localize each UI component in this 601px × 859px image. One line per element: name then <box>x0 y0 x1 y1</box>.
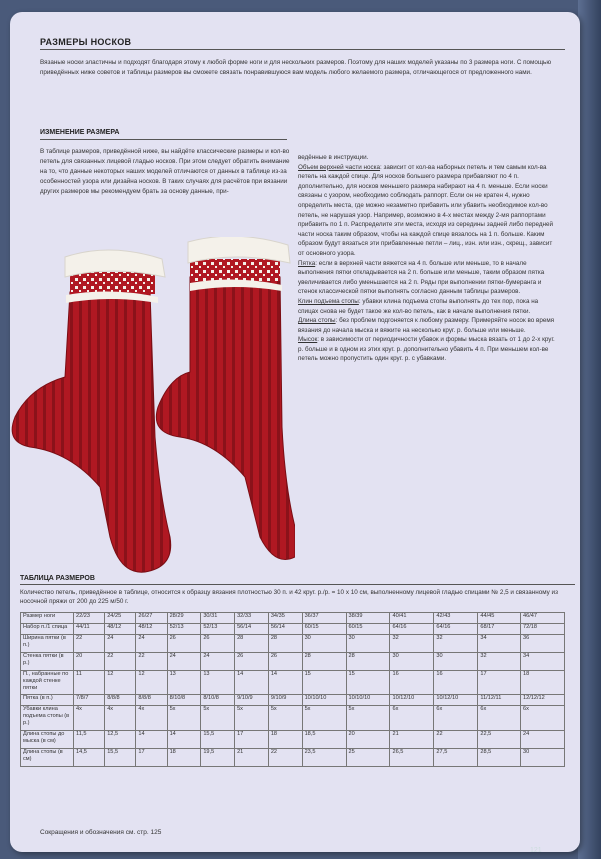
table-cell: 13 <box>201 671 235 695</box>
table-cell: 8/8/8 <box>105 695 136 706</box>
instruction-text: : без проблем подгоняется к любому размеру. Примеряйте носок во время вязания до начала мыска и вяжите на несколько круг. р. больше или меньше. <box>298 317 555 334</box>
size-table-note: Количество петель, приведённое в таблице, относится к образцу вязания плотностью 30 п. и 42 круг. р./р. = 10 х 10 см, выполненному лицевой гладью спицами № 2,5 и связанному из носочной пряжи от 200 до 225 м/50 г. <box>20 589 558 605</box>
table-cell: 8/8/8 <box>136 695 167 706</box>
table-cell: 15 <box>302 671 346 695</box>
table-cell: 22,5 <box>478 731 521 749</box>
table-cell: 14,5 <box>74 749 105 767</box>
table-cell: 36 <box>520 635 564 653</box>
page-title: РАЗМЕРЫ НОСКОВ <box>40 37 132 47</box>
table-cell: 22 <box>268 749 302 767</box>
table-cell: 22 <box>136 653 167 671</box>
table-cell: 7/8/7 <box>74 695 105 706</box>
table-row <box>21 706 565 731</box>
table-cell: 22/23 <box>74 613 105 624</box>
table-cell: 23,5 <box>302 749 346 767</box>
table-cell: 64/16 <box>434 624 478 635</box>
table-cell: 8/10/8 <box>201 695 235 706</box>
table-cell: 4х <box>105 706 136 731</box>
instruction-paragraph <box>298 297 560 316</box>
table-cell: 15 <box>346 671 390 695</box>
table-row <box>21 624 565 635</box>
table-cell: 4х <box>74 706 105 731</box>
table-cell: 5х <box>235 706 269 731</box>
table-cell: 24 <box>105 635 136 653</box>
table-cell: 64/16 <box>390 624 434 635</box>
table-cell: 34 <box>478 635 521 653</box>
magazine-page <box>10 12 580 852</box>
table-cell: 56/14 <box>268 624 302 635</box>
table-cell: 32 <box>478 653 521 671</box>
table-cell: 11/12/11 <box>478 695 521 706</box>
table-cell: 17 <box>136 749 167 767</box>
table-cell: 26 <box>235 653 269 671</box>
table-cell: 48/12 <box>105 624 136 635</box>
table-cell: 10/12/10 <box>390 695 434 706</box>
table-cell: 68/17 <box>478 624 521 635</box>
row-label: Набор п./1 спица <box>21 624 74 635</box>
table-cell: 44/45 <box>478 613 521 624</box>
table-row <box>21 671 565 695</box>
table-cell: 24 <box>520 731 564 749</box>
row-label: Убавки клина подъема стопы (в р.) <box>21 706 74 731</box>
instructions-column <box>298 153 560 364</box>
row-label: Пятка (в п.) <box>21 695 74 706</box>
table-cell: 34/35 <box>268 613 302 624</box>
table-cell: 6х <box>520 706 564 731</box>
table-cell: 11 <box>74 671 105 695</box>
table-cell: 20 <box>74 653 105 671</box>
table-cell: 16 <box>434 671 478 695</box>
table-cell: 46/47 <box>520 613 564 624</box>
change-size-divider <box>40 139 287 140</box>
table-cell: 6х <box>390 706 434 731</box>
row-label: Длина стопы до мыска (в см) <box>21 731 74 749</box>
instruction-term: Пятка <box>298 259 316 267</box>
table-cell: 10/12/10 <box>434 695 478 706</box>
table-cell: 12/12/12 <box>520 695 564 706</box>
size-table-divider <box>20 584 575 585</box>
table-cell: 60/15 <box>346 624 390 635</box>
table-cell: 30/31 <box>201 613 235 624</box>
table-cell: 24 <box>167 653 201 671</box>
table-cell: 34 <box>520 653 564 671</box>
table-cell: 42/43 <box>434 613 478 624</box>
table-cell: 21 <box>235 749 269 767</box>
table-cell: 48/12 <box>136 624 167 635</box>
table-cell: 30 <box>390 653 434 671</box>
table-cell: 19,5 <box>201 749 235 767</box>
table-cell: 21 <box>390 731 434 749</box>
table-cell: 24 <box>136 635 167 653</box>
table-cell: 22 <box>434 731 478 749</box>
table-cell: 5х <box>268 706 302 731</box>
left-sock <box>12 250 171 572</box>
intro-paragraph: Вязаные носки эластичны и подходят благодаря этому к любой форме ноги и для нескольких размеров. Поэтому для наших моделей указаны по 3 размера ноги. С помощью приведённых ниже советов и таблицы размеров вы сможете связать понравившуюся вам модель любого желаемого размера, отличающегося от предложенного нами. <box>40 59 552 76</box>
size-table-heading: ТАБЛИЦА РАЗМЕРОВ <box>20 575 95 582</box>
instructions-lead: ведённые в инструкции. <box>298 154 369 161</box>
footer-note: Сокращения и обозначения см. стр. 125 <box>40 829 162 836</box>
table-cell: 36/37 <box>302 613 346 624</box>
table-cell: 44/11 <box>74 624 105 635</box>
instruction-paragraph <box>298 335 560 364</box>
row-label: Стенка пятки (в р.) <box>21 653 74 671</box>
table-cell: 9/10/9 <box>235 695 269 706</box>
table-cell: 12 <box>105 671 136 695</box>
table-cell: 12 <box>136 671 167 695</box>
table-cell: 8/10/8 <box>167 695 201 706</box>
table-cell: 22 <box>105 653 136 671</box>
row-label: П., набранные по каждой стенке пятки <box>21 671 74 695</box>
table-cell: 60/15 <box>302 624 346 635</box>
instruction-term: Клин подъема стопы <box>298 297 359 305</box>
table-cell: 24 <box>201 653 235 671</box>
instruction-paragraph <box>298 316 560 335</box>
change-size-heading: ИЗМЕНЕНИЕ РАЗМЕРА <box>40 129 120 136</box>
instruction-text: : если в верхней части вяжется на 4 п. больше или меньше, то в начале выполнения пятки откладывается на 2 п. больше или меньше, таким образом пятка увеличивается либо уменьшается на 2 п. Ряды при выполнении пятки-бумеранга и стенок классической пятки выполнять согласно данным таблицы размеров. <box>298 259 545 296</box>
table-cell: 28/29 <box>167 613 201 624</box>
table-cell: 26 <box>268 653 302 671</box>
table-row <box>21 731 565 749</box>
table-cell: 18 <box>167 749 201 767</box>
table-cell: 38/39 <box>346 613 390 624</box>
table-cell: 32/33 <box>235 613 269 624</box>
table-cell: 5х <box>201 706 235 731</box>
page-edge <box>578 0 601 859</box>
table-cell: 25 <box>346 749 390 767</box>
table-cell: 15,5 <box>201 731 235 749</box>
table-cell: 17 <box>478 671 521 695</box>
table-cell: 27,5 <box>434 749 478 767</box>
table-cell: 13 <box>167 671 201 695</box>
instruction-paragraph <box>298 163 560 259</box>
table-row <box>21 749 565 767</box>
table-cell: 5х <box>167 706 201 731</box>
change-size-text: В таблице размеров, приведённой ниже, вы найдёте классические размеры и кол-во петель для связанных лицевой гладью носков. При этом следует обратить внимание на то, что данные некоторых наших моделей отличаются от данных в таблице из-за особенностей узора или дизайна носков. В таких случаях для расчётов при вязании других размеров мы рекомендуем брать за основу данные, при- <box>40 148 290 195</box>
table-row <box>21 653 565 671</box>
right-sock <box>156 237 295 559</box>
size-table <box>20 612 565 767</box>
instruction-term: Длина стопы <box>298 317 336 325</box>
instruction-text: : зависит от кол-ва наборных петель и тем самым кол-ва петель на каждой спице. Для носков большего размера прибавляют по 4 п. дополнительно, для носков меньшего размера набирают на 4 п. меньше. Если носки связаны с узором, необходимо соблюдать раппорт. Если он не кратен 4, нужно определить места, где можно незаметно прибавить или убавить необходимое кол-во петель, не нарушая узор. Например, возможно в 4-х местах между 2-мя раппортами прибавить по 1 п. Распределите эти места, исходя из середины задней либо передней части носка таким образом, чтобы на каждой спице вязалось на 1 п. больше. Каким образом будут вязаться эти прибавленные петли – лиц., изн. или изн., скрещ., зависит от основного узора. <box>298 163 554 257</box>
table-cell: 32 <box>434 635 478 653</box>
table-cell: 40/41 <box>390 613 434 624</box>
table-cell: 28 <box>235 635 269 653</box>
table-cell: 14 <box>167 731 201 749</box>
table-cell: 16 <box>390 671 434 695</box>
instruction-paragraph <box>298 259 560 297</box>
table-cell: 11,5 <box>74 731 105 749</box>
instruction-term: Мысок <box>298 336 318 344</box>
table-cell: 5х <box>302 706 346 731</box>
row-label: Ширина пятки (в п.) <box>21 635 74 653</box>
table-cell: 5х <box>346 706 390 731</box>
table-cell: 26 <box>167 635 201 653</box>
table-cell: 30 <box>520 749 564 767</box>
table-cell: 26 <box>201 635 235 653</box>
table-cell: 12,5 <box>105 731 136 749</box>
row-label: Размер ноги <box>21 613 74 624</box>
table-cell: 28 <box>346 653 390 671</box>
table-cell: 26,5 <box>390 749 434 767</box>
title-divider <box>40 49 565 50</box>
table-cell: 30 <box>302 635 346 653</box>
table-cell: 20 <box>346 731 390 749</box>
table-cell: 18 <box>268 731 302 749</box>
instruction-text: : убавки клина подъема стопы выполнять до тех пор, пока на спицах снова не будет такое же кол-во петель, как в начале выполнения пятки. <box>298 297 539 315</box>
row-label: Длина стопы (в см) <box>21 749 74 767</box>
table-cell: 14 <box>268 671 302 695</box>
table-cell: 28,5 <box>478 749 521 767</box>
table-cell: 28 <box>302 653 346 671</box>
table-cell: 30 <box>346 635 390 653</box>
red-socks-photo <box>10 237 295 577</box>
table-cell: 14 <box>235 671 269 695</box>
table-cell: 56/14 <box>235 624 269 635</box>
table-cell: 4х <box>136 706 167 731</box>
table-row <box>21 635 565 653</box>
table-cell: 10/10/10 <box>302 695 346 706</box>
table-row <box>21 695 565 706</box>
table-cell: 10/10/10 <box>346 695 390 706</box>
table-cell: 52/13 <box>201 624 235 635</box>
table-cell: 26/27 <box>136 613 167 624</box>
table-cell: 17 <box>235 731 269 749</box>
table-cell: 30 <box>434 653 478 671</box>
table-cell: 6х <box>478 706 521 731</box>
table-cell: 14 <box>136 731 167 749</box>
table-cell: 9/10/9 <box>268 695 302 706</box>
table-cell: 24/25 <box>105 613 136 624</box>
table-cell: 28 <box>268 635 302 653</box>
table-row <box>21 613 565 624</box>
table-cell: 52/13 <box>167 624 201 635</box>
instruction-term: Объем верхней части носка <box>298 163 381 171</box>
table-cell: 22 <box>74 635 105 653</box>
table-cell: 72/18 <box>520 624 564 635</box>
table-cell: 18 <box>520 671 564 695</box>
table-cell: 32 <box>390 635 434 653</box>
table-cell: 6х <box>434 706 478 731</box>
page-number: 121 <box>530 847 542 854</box>
instruction-text: : в зависимости от периодичности убавок и формы мыска вязать от 1 до 2-х круг. р. больше и в одном из этих круг. р. дополнительно убавить 4 п. При меньшем кол-ве петель можно пропустить один круг. р. с убавками. <box>298 336 555 363</box>
table-cell: 15,5 <box>105 749 136 767</box>
table-cell: 18,5 <box>302 731 346 749</box>
